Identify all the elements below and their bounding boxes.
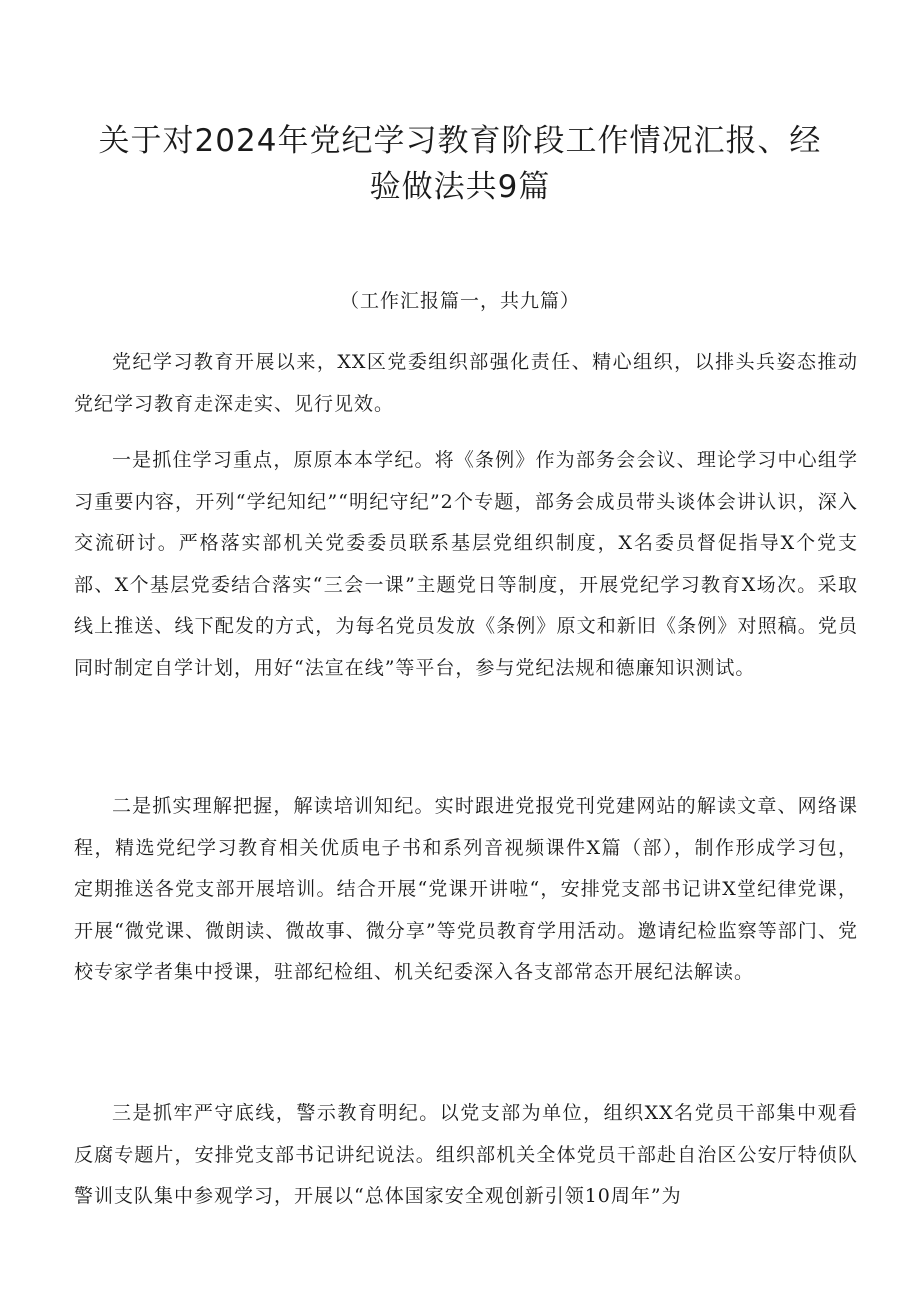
title-line-2: 验做法共9篇 — [369, 169, 551, 205]
document-title — [90, 118, 830, 210]
title-line-1: 关于对2024年党纪学习教育阶段工作情况汇报、经 — [98, 123, 822, 159]
paragraph-study-focus: 一是抓住学习重点，原原本本学纪。将《条例》作为部务会会议、理论学习中心组学习重要内容，开列“学纪知纪”“明纪守纪”2个专题，部务会成员带头谈体会讲认识，深入交流研讨。严格落实部机关党委委员联系基层党组织制度，X名委员督促指导X个党支部、X个基层党委结合落实“三会一课”主题党日等制度，开展党纪学习教育X场次。采取线上推送、线下配发的方式，为每名党员发放《条例》原文和新旧《条例》对照稿。党员同时制定自学计划，用好“法宣在线”等平台，参与党纪法规和德廉知识测试。 — [74, 449, 858, 679]
document-subtitle: （工作汇报篇一，共九篇） — [339, 290, 580, 312]
paragraph-intro: 党纪学习教育开展以来，XX区党委组织部强化责任、精心组织，以排头兵姿态推动党纪学习教育走深走实、见行见效。 — [74, 351, 858, 415]
paragraph-understanding: 二是抓实理解把握，解读培训知纪。实时跟进党报党刊党建网站的解读文章、网络课程，精选党纪学习教育相关优质电子书和系列音视频课件X篇（部），制作形成学习包，定期推送各党支部开展培训。结合开展“党课开讲啦“，安排党支部书记讲X堂纪律党课，开展“微党课、微朗读、微故事、微分享”等党员教育学用活动。邀请纪检监察等部门、党校专家学者集中授课，驻部纪检组、机关纪委深入各支部常态开展纪法解读。 — [74, 795, 858, 983]
paragraph-warning-education: 三是抓牢严守底线，警示教育明纪。以党支部为单位，组织XX名党员干部集中观看反腐专题片，安排党支部书记讲纪说法。组织部机关全体党员干部赴自治区公安厅特侦队警训支队集中参观学习，开展以“总体国家安全观创新引领10周年”为 — [74, 1102, 858, 1207]
